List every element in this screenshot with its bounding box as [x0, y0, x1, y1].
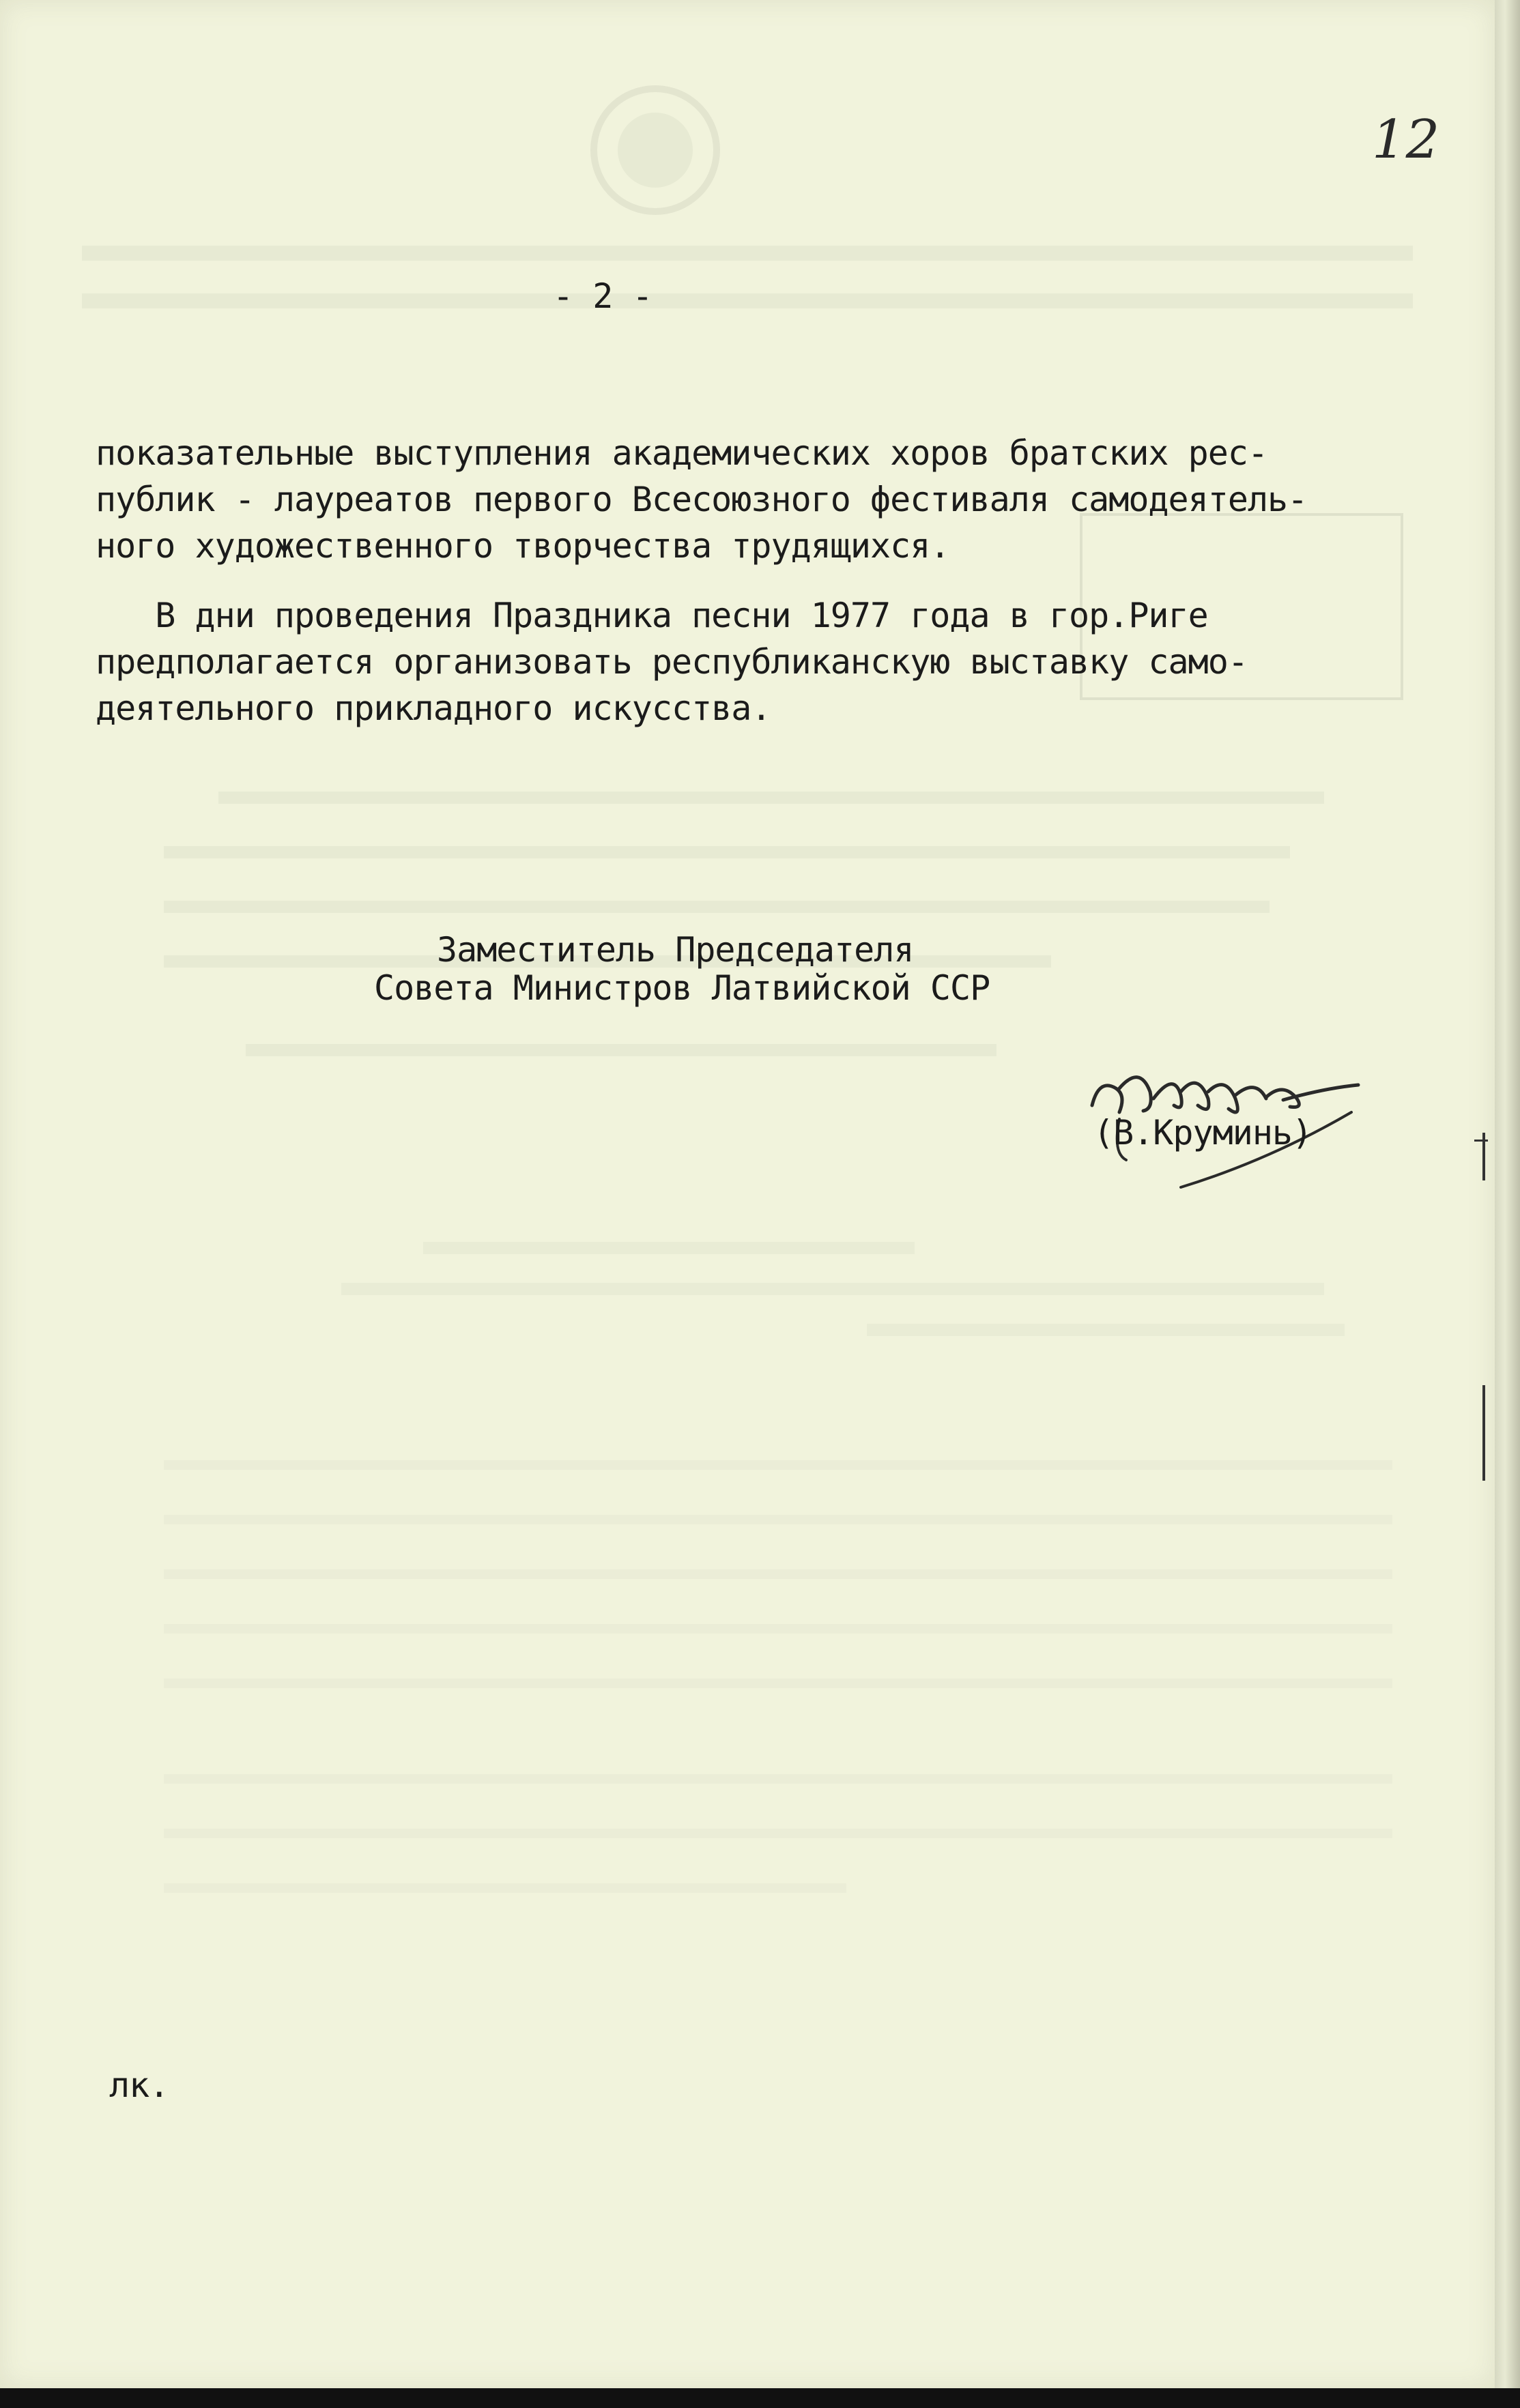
sheet-number: 12: [1372, 109, 1440, 171]
paragraph-2-line: деятельного прикладного искусства.: [96, 688, 771, 728]
page-number: - 2 -: [553, 276, 653, 316]
signatory-name: (В.Круминь): [1093, 1113, 1313, 1152]
paragraph-1-line: показательные выступления академических хоров братских рес-: [96, 433, 1268, 473]
bleed-through-emblem: [587, 82, 723, 218]
typist-initials: лк.: [109, 2065, 169, 2105]
paragraph-1-line: публик - лауреатов первого Всесоюзного фестиваля самодеятель-: [96, 480, 1308, 519]
signatory-title-line: Заместитель Председателя: [437, 930, 914, 970]
signatory-title-line: Совета Министров Латвийской ССР: [374, 968, 990, 1008]
paragraph-2-line: В дни проведения Праздника песни 1977 года в гор.Риге: [96, 596, 1208, 635]
paragraph-2-line: предполагается организовать республиканскую выставку само-: [96, 642, 1248, 682]
scan-border: [0, 2388, 1520, 2408]
binding-marks: [1467, 1092, 1495, 1501]
page-edge: [1495, 0, 1520, 2408]
paragraph-1-line: ного художественного творчества трудящихся.: [96, 526, 950, 566]
